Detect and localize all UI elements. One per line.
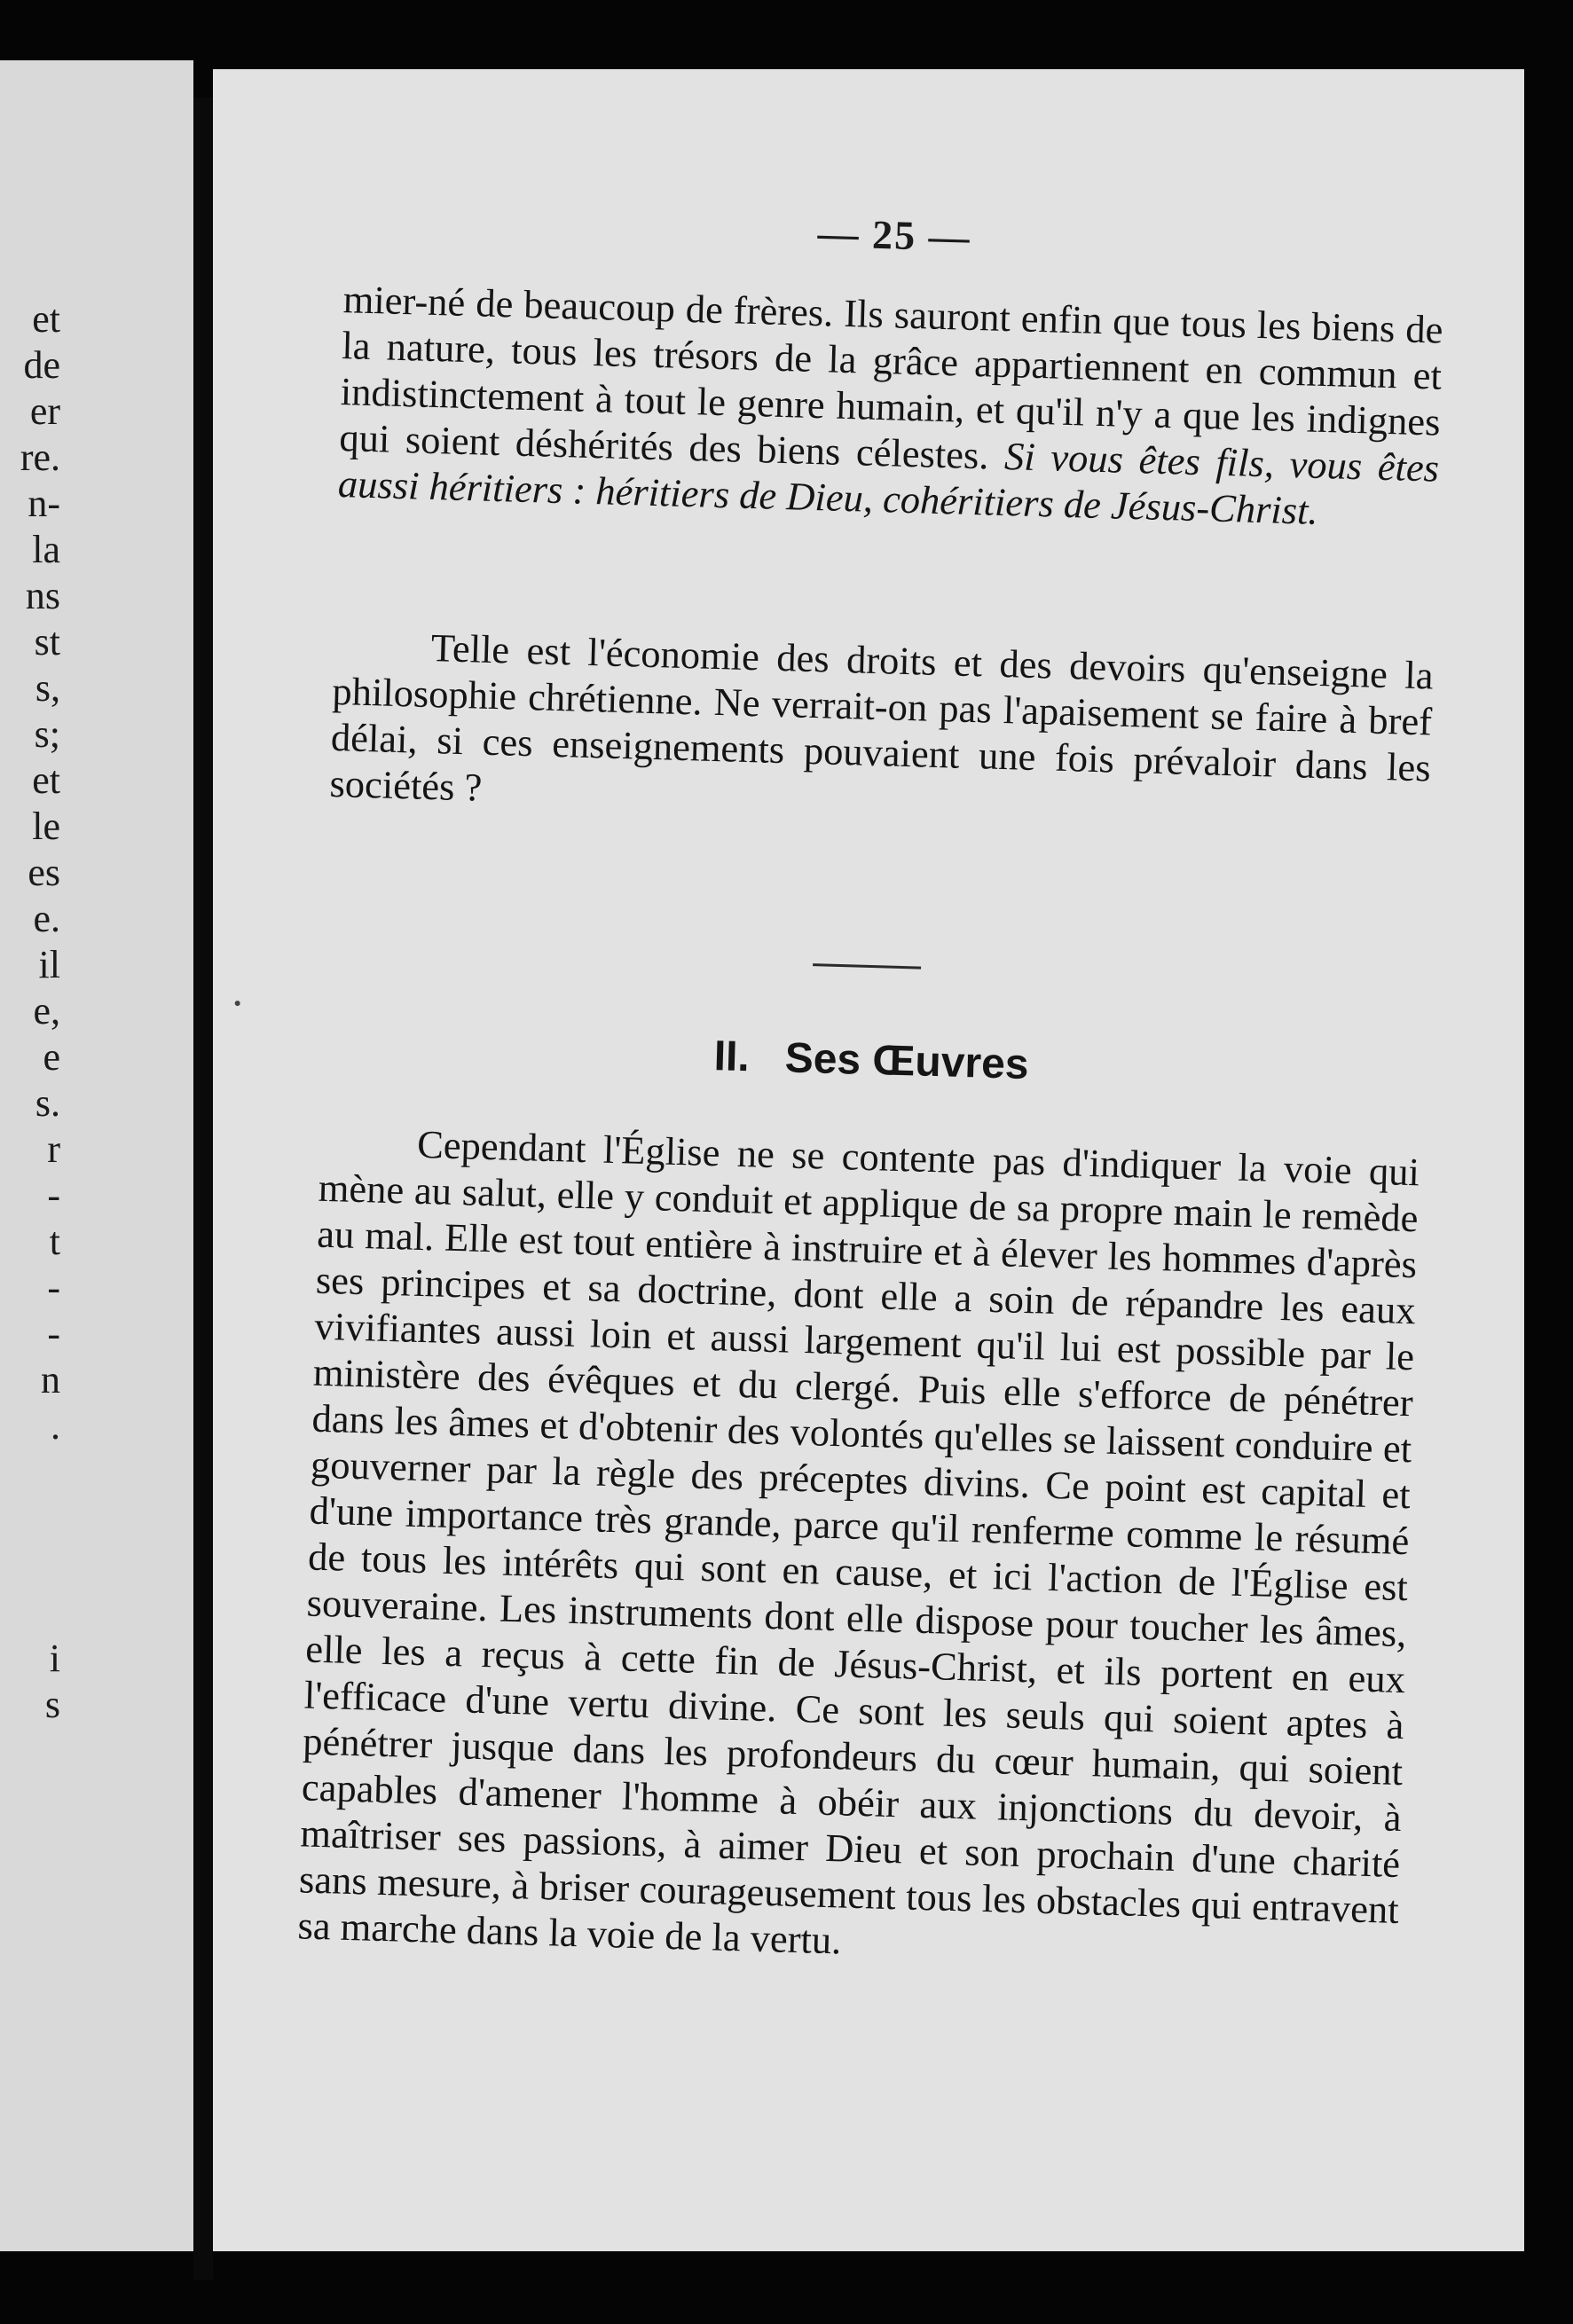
- left-fragment: n-: [28, 482, 60, 525]
- left-page-strip: [0, 60, 193, 2251]
- left-fragment: s,: [35, 666, 60, 710]
- left-fragment: re.: [20, 436, 60, 479]
- left-fragment: e: [43, 1035, 60, 1079]
- left-fragment: t: [49, 1220, 60, 1263]
- left-fragment: -: [47, 1312, 60, 1355]
- left-fragment: s;: [34, 712, 60, 756]
- page-content: [213, 69, 1524, 2251]
- page-number: — 25 —: [816, 210, 972, 260]
- left-fragment: ns: [25, 574, 60, 617]
- paragraph-1: [337, 276, 1443, 538]
- left-fragment: es: [28, 851, 60, 894]
- left-fragment: de: [23, 343, 60, 387]
- section-number: II.: [713, 1032, 751, 1081]
- section-title: Ses Œuvres: [784, 1034, 1030, 1088]
- left-fragment: s: [44, 1683, 60, 1726]
- left-fragment: -: [47, 1266, 60, 1309]
- left-fragment: st: [34, 620, 60, 663]
- paragraph-2-text: Telle est l'économie des droits et des devoirs qu'enseigne la philosophie chrétienne. Ne verrait-on pas l'apaisement se faire à bref délai, si ces enseignements pouvaient une fois prévaloir dans les sociétés ?: [328, 625, 1435, 810]
- left-fragment: n: [41, 1358, 60, 1401]
- left-fragment: le: [32, 805, 60, 848]
- left-fragment: la: [32, 528, 60, 571]
- paragraph-2: [329, 622, 1434, 837]
- paragraph-3: [297, 1119, 1420, 1979]
- left-fragment: i: [49, 1637, 60, 1680]
- section-heading: [216, 1017, 1524, 1103]
- left-fragment: il: [38, 943, 60, 986]
- left-fragment: et: [32, 758, 60, 802]
- paragraph-3-text: Cependant l'Église ne se contente pas d'indiquer la voie qui mène au salut, elle y conduit et applique de sa propre main le remède au mal. Elle est tout entière à instruire et à élever les hommes d'après ses principes et sa doctrine, dont elle a soin de répandre les eaux vivifiantes aussi loin et aussi largement qu'il lui est possible par le ministère des évêques et du clergé. Puis elle s'efforce de pénétrer dans les âmes et d'obtenir des volontés qu'elles se laissent conduire et gouverner par la règle des préceptes divins. Ce point est capital et d'une importance très grande, parce qu'il renferme comme le résumé de tous les intérêts qui sont en cause, et ici l'action de l'Église est souveraine. Les instruments dont elle dispose pour toucher les âmes, elle les a reçus à cette fin de Jésus-Christ, et ils portent en eux l'efficace d'une vertu divine. Ce sont les seuls qui soient aptes à pénétrer jusque dans les profondeurs du cœur humain, qui soient capables d'amener l'homme à obéir aux injonctions du devoir, à maîtriser ses passions, à aimer Dieu et son prochain d'une charité sans mesure, à briser courageusement tous les obstacles qui entravent sa marche dans la voie de la vertu.: [296, 1121, 1420, 1963]
- left-fragment: r: [47, 1127, 60, 1171]
- book-page: [213, 69, 1524, 2251]
- left-fragment: et: [32, 297, 60, 341]
- left-fragment: e,: [33, 989, 60, 1032]
- left-fragment: er: [29, 389, 60, 433]
- ink-speck: [235, 1001, 240, 1006]
- paragraph-1-text: mier-né de beaucoup de frères. Ils sauront enfin que tous les biens de la nature, tous les trésors de la grâce appartiennent en commun et indistinctement à tout le genre humain, et qu'il n'y a que les indignes qui soient déshérités des biens célestes.: [338, 277, 1444, 478]
- left-fragment: -: [47, 1174, 60, 1217]
- left-fragment: e.: [33, 897, 60, 940]
- left-fragment: .: [51, 1404, 60, 1448]
- left-fragment: s.: [35, 1081, 60, 1125]
- section-divider: [813, 963, 921, 969]
- scripture-quote: Si vous êtes fils, vous êtes aussi héritiers : héritiers de Dieu, cohéritiers de Jésus-Christ.: [337, 433, 1440, 533]
- book-gutter: [193, 98, 213, 2280]
